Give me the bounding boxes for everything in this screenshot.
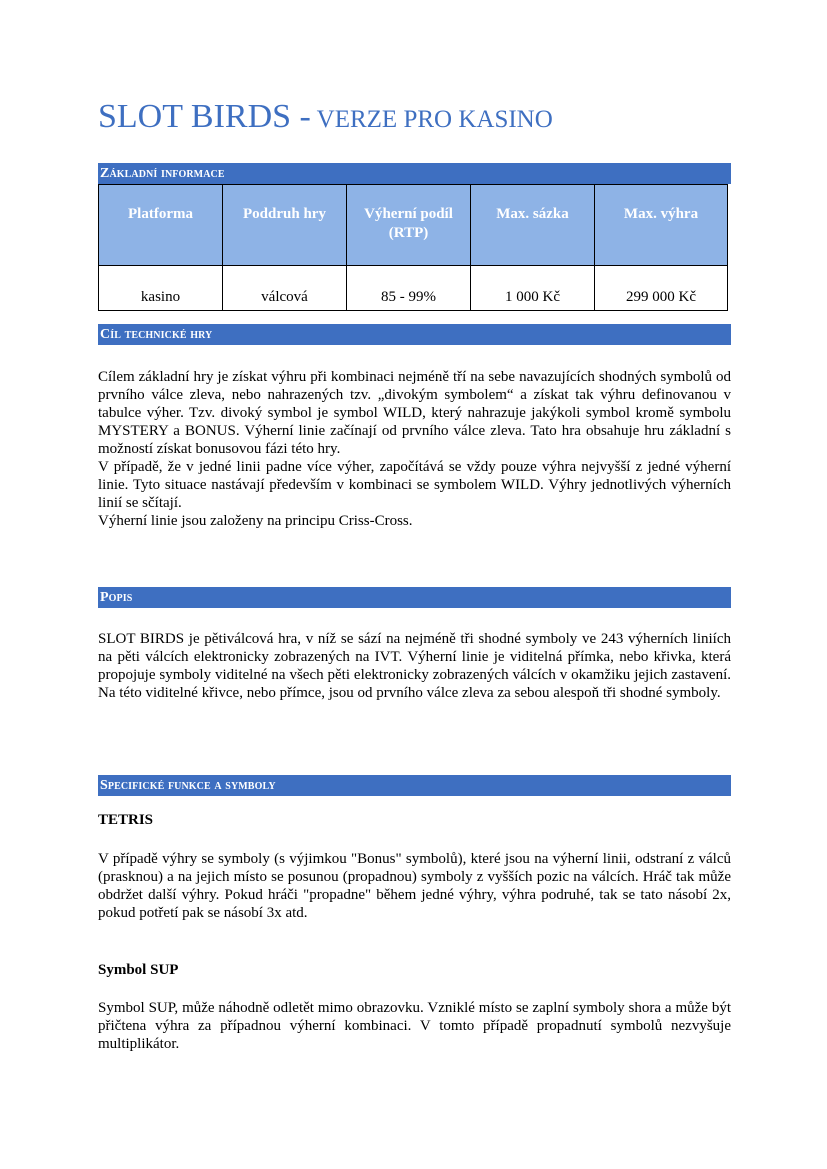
- info-table-header-row: [99, 185, 728, 266]
- title-main: SLOT BIRDS -: [98, 98, 311, 135]
- page-title: [98, 100, 553, 134]
- description-text: [98, 630, 731, 702]
- title-sub: VERZE PRO KASINO: [310, 106, 553, 133]
- cell-max-win: 299 000 Kč: [595, 266, 728, 311]
- header-platform: Platforma: [99, 185, 223, 266]
- goal-paragraph-2: V případě, že v jedné linii padne více výher, započítává se vždy pouze výhra nejvyšší z jedné výherní linie. Tyto situace nastávají především v kombinaci se symbolem WILD. Výhry jednotlivých výherních linií se sčítají.: [98, 459, 731, 511]
- section-basic-info: Základní informace: [98, 163, 731, 184]
- info-table: [98, 184, 728, 311]
- cell-rtp: 85 - 99%: [347, 266, 471, 311]
- sup-text: [98, 999, 731, 1053]
- header-subtype: Poddruh hry: [223, 185, 347, 266]
- tetris-paragraph: V případě výhry se symboly (s výjimkou "Bonus" symbolů), které jsou na výherní linii, odstraní z válců (prasknou) a na jejich místo se posunou (propadnou) symboly z vyšších pozic na válcích. Hráč tak může obdržet další výhry. Pokud hráči "propadne" během jedné výhry, výhra podruhé, tak se tato násobí 2x, pokud potřetí pak se násobí 3x atd.: [98, 851, 731, 921]
- cell-platform: kasino: [99, 266, 223, 311]
- tetris-heading: TETRIS: [98, 812, 154, 828]
- section-special: Specifické funkce a symboly: [98, 775, 731, 796]
- goal-paragraph-1: Cílem základní hry je získat výhru při kombinaci nejméně tří na sebe navazujících shodných symbolů od prvního válce zleva, nebo nahrazených tzv. „divokým symbolem“ a získat tak výhru definovanou v tabulce výher. Tzv. divoký symbol je symbol WILD, který nahrazuje jakýkoli symbol kromě symbolu MYSTERY a BONUS. Výherní linie začínají od prvního válce zleva. Tato hra obsahuje hru základní s možností získat bonusovou fázi této hry.: [98, 369, 731, 457]
- section-goal: Cíl technické hry: [98, 324, 731, 345]
- header-max-win: Max. výhra: [595, 185, 728, 266]
- info-table-row: [99, 266, 728, 311]
- cell-max-bet: 1 000 Kč: [471, 266, 595, 311]
- section-description: Popis: [98, 587, 731, 608]
- sup-heading: Symbol SUP: [98, 962, 179, 978]
- header-rtp: Výherní podíl (RTP): [347, 185, 471, 266]
- description-paragraph: SLOT BIRDS je pětiválcová hra, v níž se sází na nejméně tři shodné symboly ve 243 výherních liniích na pěti válcích elektronicky zobrazených na IVT. Výherní linie je viditelná přímka, nebo křivka, která propojuje symboly viditelné na všech pěti elektronicky zobrazených válcích v okamžiku jejich zastavení. Na této viditelné křivce, nebo přímce, jsou od prvního válce zleva za sebou alespoň tři shodné symboly.: [98, 631, 731, 701]
- goal-text: [98, 368, 731, 530]
- goal-paragraph-3: Výherní linie jsou založeny na principu Criss-Cross.: [98, 513, 413, 529]
- cell-subtype: válcová: [223, 266, 347, 311]
- header-max-bet: Max. sázka: [471, 185, 595, 266]
- tetris-text: [98, 850, 731, 922]
- sup-paragraph: Symbol SUP, může náhodně odletět mimo obrazovku. Vzniklé místo se zaplní symboly shora a může být přičtena výhra za případnou výherní kombinaci. V tomto případě propadnutí symbolů nezvyšuje multiplikátor.: [98, 1000, 731, 1052]
